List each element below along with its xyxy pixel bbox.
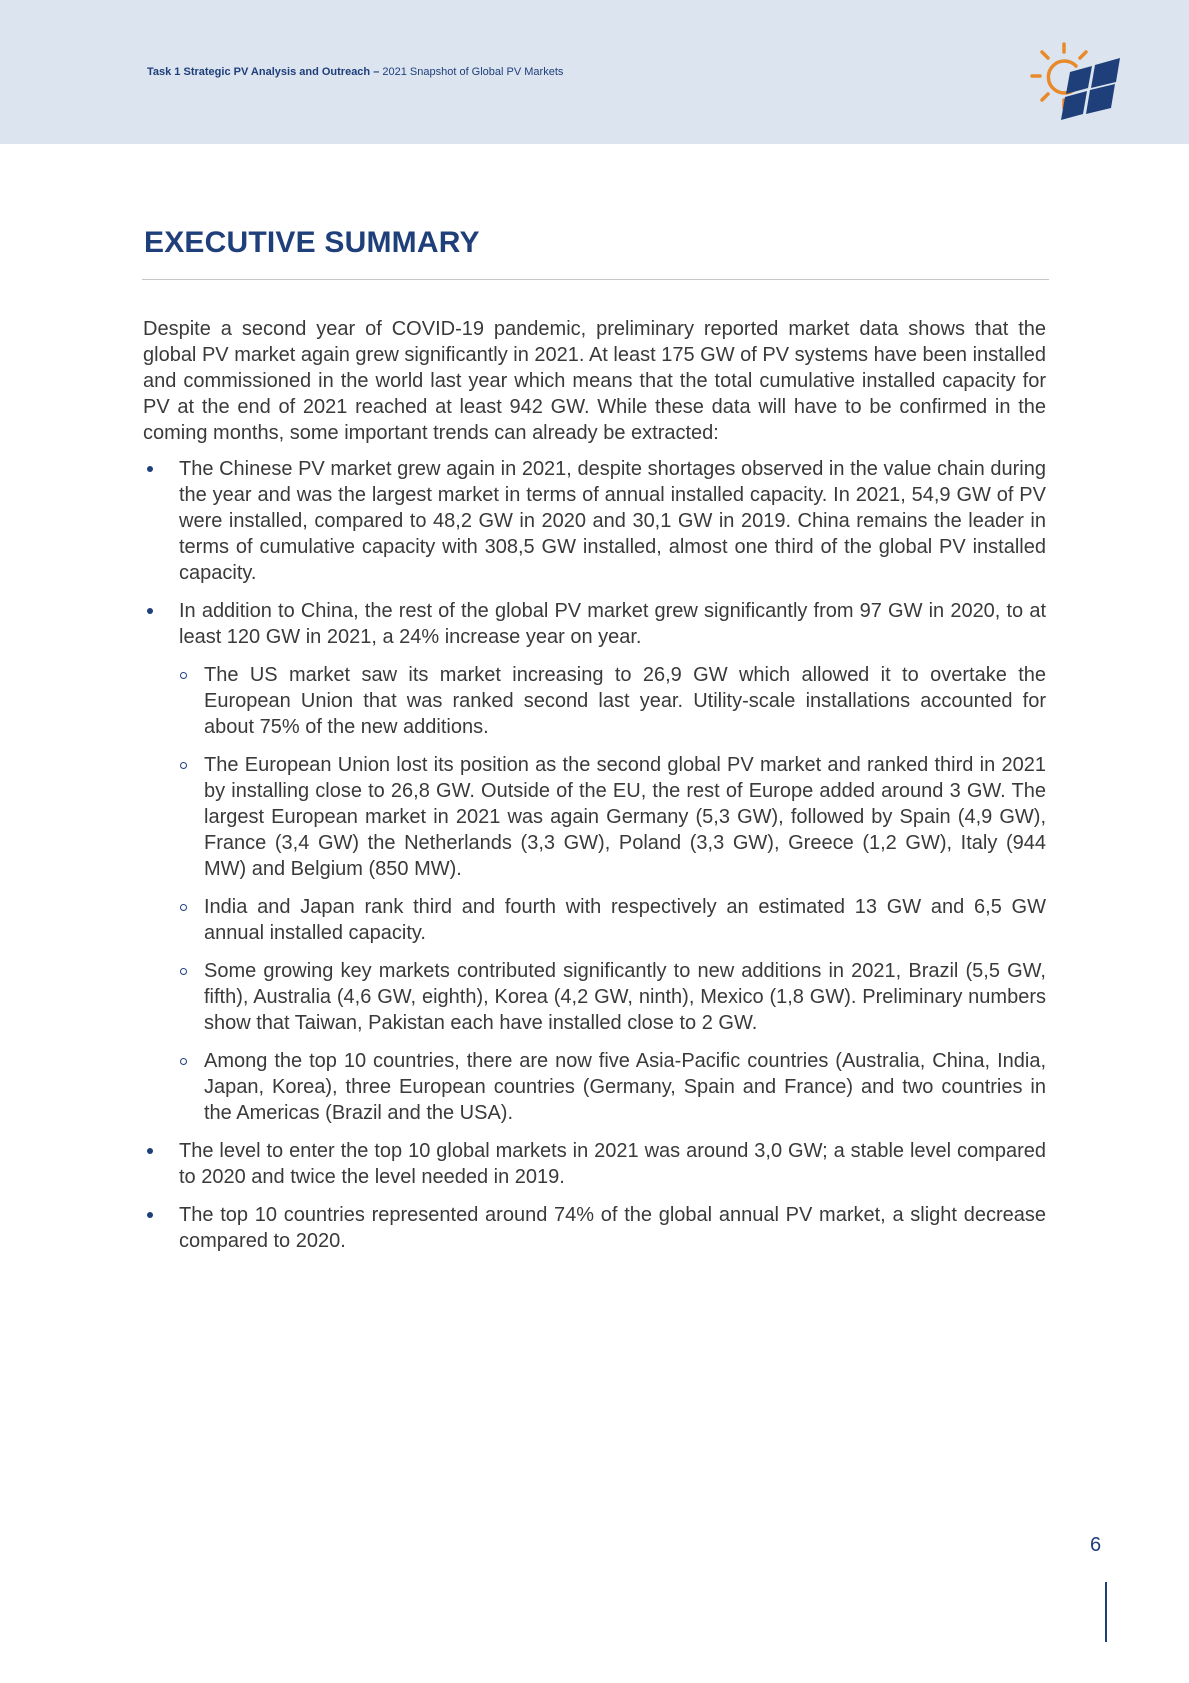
title-divider — [142, 279, 1049, 280]
list-item-text: In addition to China, the rest of the global PV market grew significantly from 97 GW in 2020, to at least 120 GW in 2021, a 24% increase year on year. — [179, 600, 1046, 648]
header-subtitle: 2021 Snapshot of Global PV Markets — [382, 66, 564, 78]
hollow-bullet-icon — [180, 672, 187, 679]
bullet-dot-icon — [147, 1148, 153, 1154]
page-number-bar — [1105, 1582, 1107, 1642]
sub-list-item — [179, 958, 1046, 1036]
hollow-bullet-icon — [180, 1058, 187, 1065]
running-header — [147, 66, 563, 78]
list-item — [143, 1202, 1046, 1254]
sub-bullet-list — [179, 662, 1046, 1126]
list-item — [143, 456, 1046, 586]
list-item-text: The level to enter the top 10 global markets in 2021 was around 3,0 GW; a stable level compared to 2020 and twice the level needed in 2019. — [179, 1140, 1046, 1188]
bullet-dot-icon — [147, 608, 153, 614]
sub-list-item — [179, 1048, 1046, 1126]
sub-list-item-text: Some growing key markets contributed significantly to new additions in 2021, Brazil (5,5 GW, fifth), Australia (4,6 GW, eighth), Korea (4,2 GW, ninth), Mexico (1,8 GW). Preliminary numbers show that Taiwan, Pakistan each have installed close to 2 GW. — [204, 960, 1046, 1034]
intro-paragraph: Despite a second year of COVID-19 pandemic, preliminary reported market data shows that the global PV market again grew significantly in 2021. At least 175 GW of PV systems have been installed and commissioned in the world last year which means that the total cumulative installed capacity for PV at the end of 2021 reached at least 942 GW. While these data will have to be confirmed in the coming months, some important trends can already be extracted: — [143, 318, 1046, 444]
hollow-bullet-icon — [180, 904, 187, 911]
list-item — [143, 598, 1046, 1126]
sun-solar-panel-logo-icon — [1030, 42, 1134, 122]
sub-list-item — [179, 752, 1046, 882]
sub-list-item-text: The European Union lost its position as the second global PV market and ranked third in 2021 by installing close to 26,8 GW. Outside of the EU, the rest of Europe added around 3 GW. The largest European market in 2021 was again Germany (5,3 GW), followed by Spain (4,9 GW), France (3,4 GW) the Netherlands (3,3 GW), Poland (3,3 GW), Greece (1,2 GW), Italy (944 MW) and Belgium (850 MW). — [204, 754, 1046, 880]
bullet-dot-icon — [147, 466, 153, 472]
page-title: EXECUTIVE SUMMARY — [144, 226, 480, 259]
hollow-bullet-icon — [180, 968, 187, 975]
main-content — [143, 316, 1046, 1266]
sub-list-item-text: India and Japan rank third and fourth with respectively an estimated 13 GW and 6,5 GW annual installed capacity. — [204, 896, 1046, 944]
header-task-label: Task 1 Strategic PV Analysis and Outreach — [147, 66, 371, 78]
sub-list-item-text: The US market saw its market increasing to 26,9 GW which allowed it to overtake the European Union that was ranked second last year. Utility-scale installations accounted for about 75% of the new additions. — [204, 664, 1046, 738]
hollow-bullet-icon — [180, 762, 187, 769]
sub-list-item — [179, 894, 1046, 946]
list-item — [143, 1138, 1046, 1190]
list-item-text: The Chinese PV market grew again in 2021, despite shortages observed in the value chain during the year and was the largest market in terms of annual installed capacity. In 2021, 54,9 GW of PV were installed, compared to 48,2 GW in 2020 and 30,1 GW in 2019. China remains the leader in terms of cumulative capacity with 308,5 GW installed, almost one third of the global PV installed capacity. — [179, 458, 1046, 584]
bullet-list — [143, 456, 1046, 1254]
bullet-dot-icon — [147, 1212, 153, 1218]
list-item-text: The top 10 countries represented around 74% of the global annual PV market, a slight decrease compared to 2020. — [179, 1204, 1046, 1252]
sub-list-item-text: Among the top 10 countries, there are now five Asia-Pacific countries (Australia, China, India, Japan, Korea), three European countries (Germany, Spain and France) and two countries in the Americas (Brazil and the USA). — [204, 1050, 1046, 1124]
sub-list-item — [179, 662, 1046, 740]
header-band — [0, 0, 1189, 144]
header-separator: – — [370, 66, 383, 78]
page-number: 6 — [1090, 1534, 1102, 1556]
